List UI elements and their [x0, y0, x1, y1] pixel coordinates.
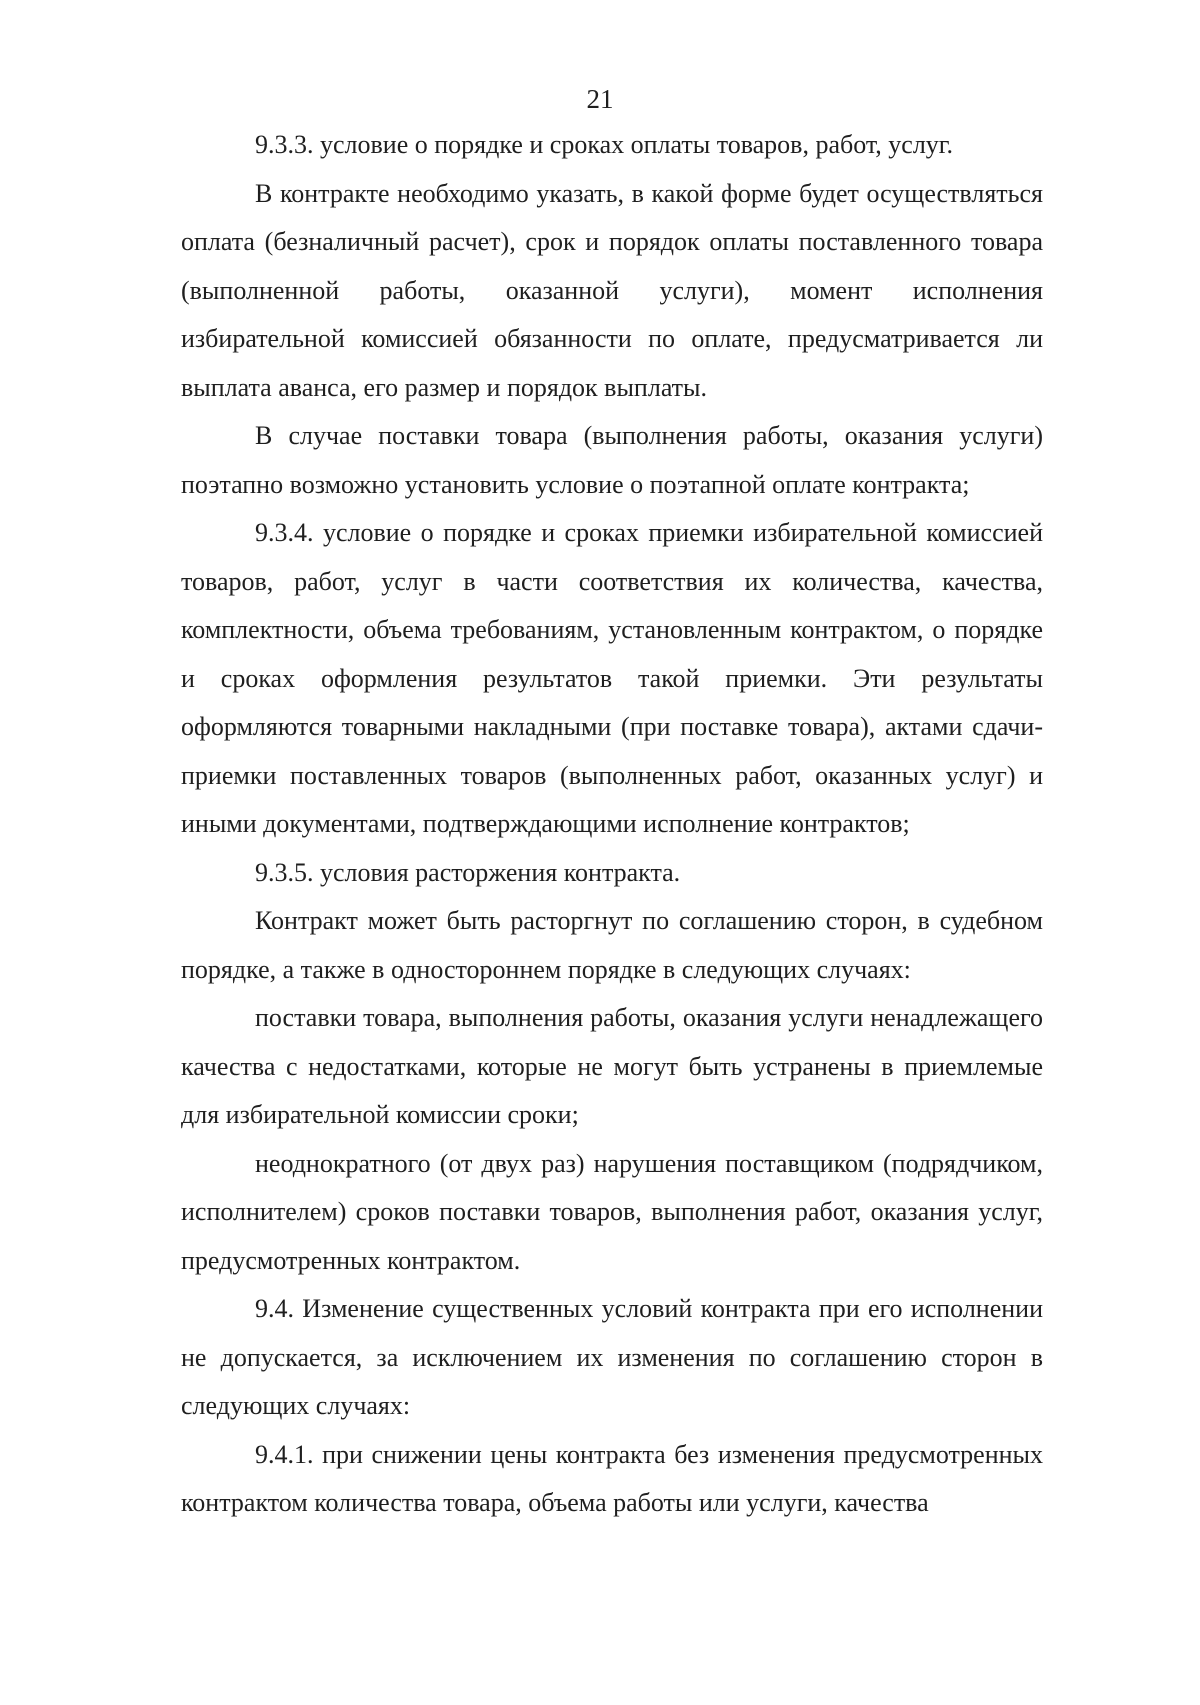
- paragraph-termination: Контракт может быть расторгнут по соглашению сторон, в судебном порядке, а также в одностороннем порядке в следующих случаях:: [181, 906, 1043, 984]
- paragraph-staged-payment: В случае поставки товара (выполнения работы, оказания услуги) поэтапно возможно установить условие о поэтапной оплате контракта;: [181, 421, 1043, 499]
- paragraph-9-4: 9.4. Изменение существенных условий контракта при его исполнении не допускается, за исключением их изменения по соглашению сторон в следующих случаях:: [181, 1294, 1043, 1420]
- paragraph-9-3-3: 9.3.3. условие о порядке и сроках оплаты товаров, работ, услуг.: [255, 130, 954, 159]
- paragraph-9-3-5: 9.3.5. условия расторжения контракта.: [255, 857, 681, 887]
- paragraph-9-4-1: 9.4.1. при снижении цены контракта без изменения предусмотренных контрактом количества товара, объема работы или услуги, качества: [181, 1439, 1043, 1517]
- paragraph-9-3-4: 9.3.4. условие о порядке и сроках приемки избирательной комиссией товаров, работ, услуг в части соответствия их количества, качества, комплектности, объема требованиям, установленным контрактом, о порядке и сроках оформления результатов такой приемки. Эти результаты оформляются товарными накладными (при поставке товара), актами сдачи-приемки поставленных товаров (выполненных работ, оказанных услуг) и иными документами, подтверждающими исполнение контрактов;: [181, 518, 1043, 838]
- paragraph-payment-form: В контракте необходимо указать, в какой форме будет осуществляться оплата (безналичный расчет), срок и порядок оплаты поставленного товара (выполненной работы, оказанной услуги), момент исполнения избирательной комиссией обязанности по оплате, предусматривается ли выплата аванса, его размер и порядок выплаты.: [181, 178, 1043, 402]
- document-body: [181, 121, 1043, 1528]
- page-number: 21: [586, 84, 614, 114]
- paragraph-repeated-violation: неоднократного (от двух раз) нарушения поставщиком (подрядчиком, исполнителем) сроков поставки товаров, выполнения работ, оказания услуг, предусмотренных контрактом.: [181, 1148, 1043, 1275]
- paragraph-improper-quality: поставки товара, выполнения работы, оказания услуги ненадлежащего качества с недостатками, которые не могут быть устранены в приемлемые для избирательной комиссии сроки;: [181, 1003, 1043, 1129]
